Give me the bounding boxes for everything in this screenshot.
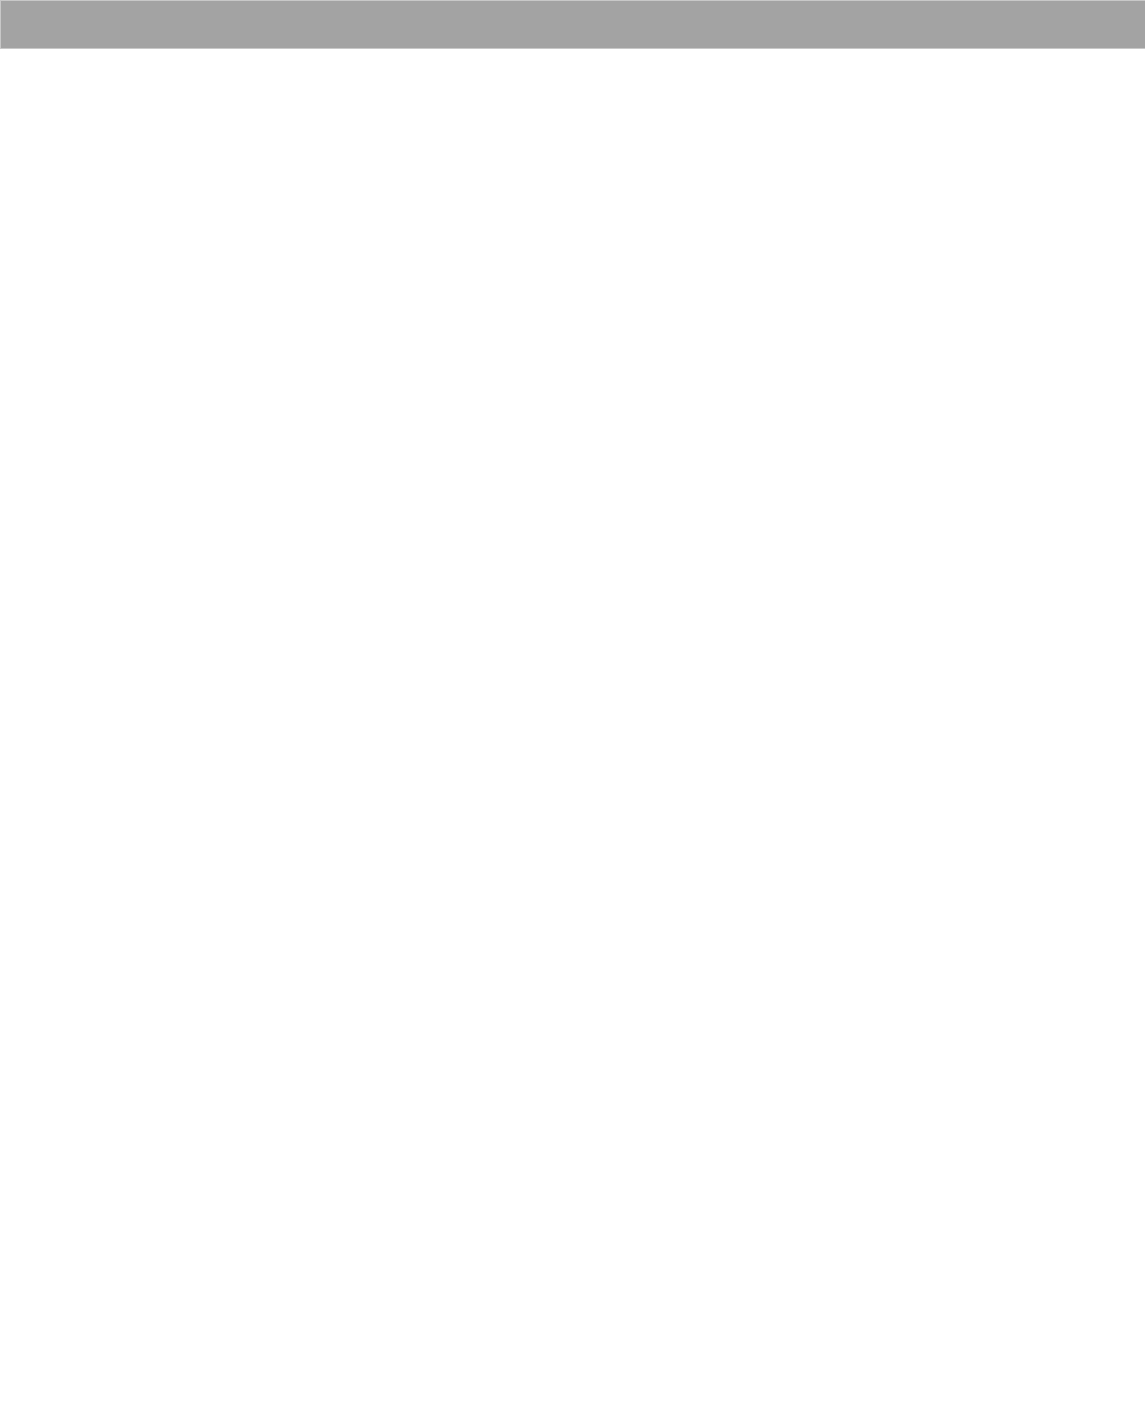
- mic-table: [0, 0, 1145, 49]
- table-title: [1, 1, 1145, 49]
- table-title-row: [1, 1, 1145, 49]
